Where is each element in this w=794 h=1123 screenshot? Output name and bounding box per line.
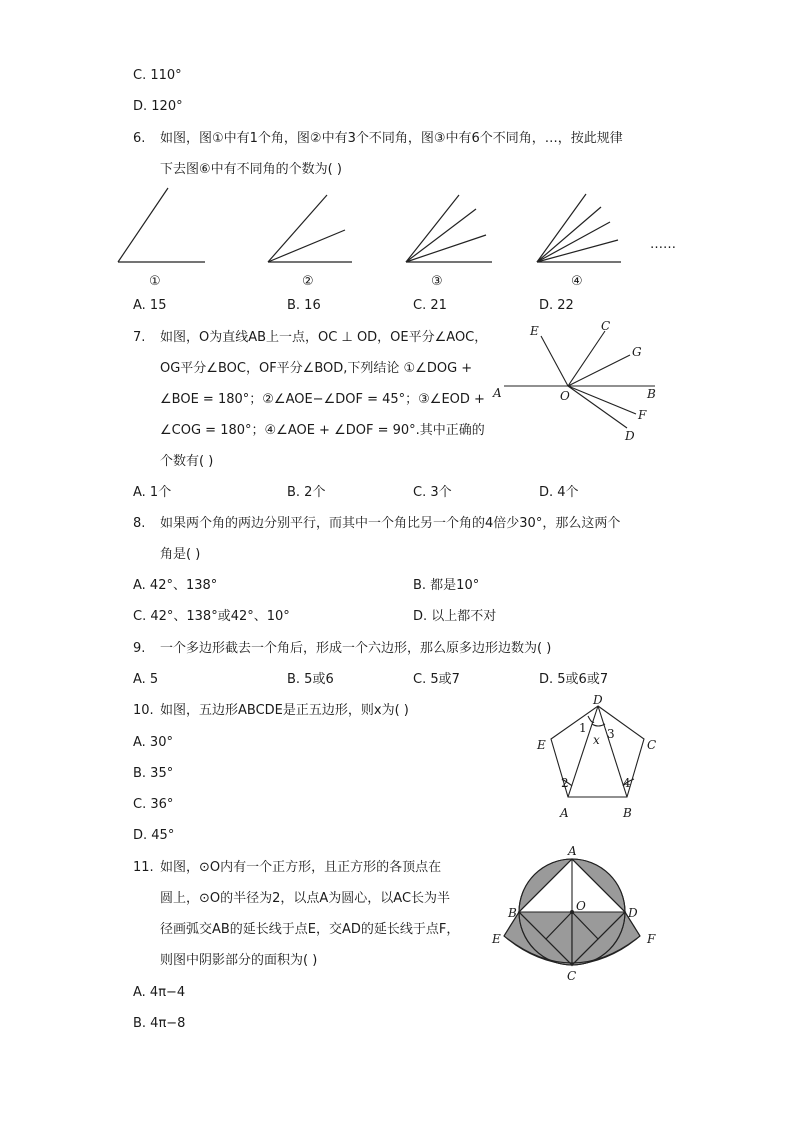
q10-option-a: A. 30°	[133, 735, 173, 750]
q5-option-c: C. 110°	[133, 68, 182, 83]
q7-option-c: C. 3个	[413, 485, 452, 500]
q11-label-d: D	[628, 906, 638, 920]
q8-option-c: C. 42°、138°或42°、10°	[133, 609, 290, 624]
q7-stem-line1: 如图，O为直线AB上一点，OC ⊥ OD，OE平分∠AOC，	[160, 330, 488, 345]
q6-fig3-label: ③	[431, 274, 443, 289]
q6-fig3-ray-c	[406, 235, 486, 262]
q11-number: 11.	[133, 860, 154, 875]
q10-option-d: D. 45°	[133, 828, 175, 843]
q10-number: 10.	[133, 703, 154, 718]
q8-number: 8.	[133, 516, 146, 531]
q7-option-d: D. 4个	[539, 485, 579, 500]
q11-stem-line4: 则图中阴影部分的面积为( )	[160, 953, 318, 968]
q10-diagonal-da	[568, 706, 598, 797]
q10-label-3: 3	[607, 727, 615, 741]
q6-fig1-label: ①	[149, 274, 161, 289]
q6-option-a: A. 15	[133, 298, 167, 313]
q6-fig1-ray	[118, 188, 168, 262]
q6-fig4-label: ④	[571, 274, 583, 289]
q11-label-b: B	[508, 906, 517, 920]
q8-option-a: A. 42°、138°	[133, 578, 218, 593]
q10-stem-line1: 如图，五边形ABCDE是正五边形，则x为( )	[160, 703, 409, 718]
q10-label-d: D	[593, 693, 603, 707]
q10-label-x: x	[593, 733, 600, 747]
q7-ray-oc	[568, 331, 605, 386]
q7-label-c: C	[601, 319, 611, 333]
q6-fig2-ray-top	[268, 195, 327, 262]
q6-option-d: D. 22	[539, 298, 574, 313]
q9-option-c: C. 5或7	[413, 672, 460, 687]
q11-stem-line1: 如图，⊙O内有一个正方形，且正方形的各顶点在	[160, 860, 442, 875]
q7-option-a: A. 1个	[133, 485, 172, 500]
q11-option-b: B. 4π−8	[133, 1016, 186, 1031]
q11-center-point	[570, 910, 574, 914]
q6-fig2-label: ②	[302, 274, 314, 289]
q7-number: 7.	[133, 330, 146, 345]
q6-stem-line1: 如图，图①中有1个角，图②中有3个不同角，图③中有6个不同角，…，按此规律	[160, 131, 623, 146]
q9-stem-line1: 一个多边形截去一个角后，形成一个六边形，那么原多边形边数为( )	[160, 641, 552, 656]
q7-label-b: B	[647, 387, 656, 401]
q11-figure	[490, 845, 670, 985]
q9-option-a: A. 5	[133, 672, 159, 687]
q7-label-d: D	[625, 429, 635, 443]
q7-ray-og	[568, 355, 630, 386]
q7-stem-line2: OG平分∠BOC，OF平分∠BOD,下列结论 ①∠DOG +	[160, 361, 473, 376]
q7-stem-line5: 个数有( )	[160, 454, 214, 469]
q7-stem-line4: ∠COG = 180°；④∠AOE + ∠DOF = 90°.其中正确的	[160, 423, 485, 438]
q10-angle-arc-x	[592, 724, 605, 726]
q10-label-4: 4	[623, 776, 631, 790]
q6-stem-line2: 下去图⑥中有不同角的个数为( )	[160, 162, 342, 177]
q7-ray-oe	[541, 336, 568, 386]
q7-option-b: B. 2个	[287, 485, 326, 500]
q5-option-d: D. 120°	[133, 99, 183, 114]
q10-figure	[530, 694, 680, 824]
q6-fig4-ray-c	[537, 222, 610, 262]
q10-label-a: A	[560, 806, 569, 820]
q10-option-b: B. 35°	[133, 766, 174, 781]
q11-label-f: F	[647, 932, 656, 946]
q6-ellipsis: ……	[650, 237, 676, 252]
q11-stem-line3: 径画弧交AB的延长线于点E，交AD的延长线于点F，	[160, 922, 460, 937]
q10-label-b: B	[623, 806, 632, 820]
q7-label-a: A	[493, 386, 502, 400]
q10-label-c: C	[647, 738, 657, 752]
q7-figure	[490, 318, 690, 448]
q7-label-f: F	[638, 408, 647, 422]
q11-label-e: E	[492, 932, 501, 946]
q6-fig4-ray-a	[537, 194, 586, 262]
q10-option-c: C. 36°	[133, 797, 174, 812]
q11-label-c: C	[567, 969, 577, 983]
q7-label-g: G	[632, 345, 642, 359]
q9-option-d: D. 5或6或7	[539, 672, 609, 687]
q7-stem-line3: ∠BOE = 180°；②∠AOE−∠DOF = 45°；③∠EOD +	[160, 392, 485, 407]
q6-option-c: C. 21	[413, 298, 447, 313]
q7-label-o: O	[560, 389, 570, 403]
q11-stem-line2: 圆上，⊙O的半径为2，以点A为圆心，以AC长为半	[160, 891, 451, 906]
q6-number: 6.	[133, 131, 146, 146]
q11-label-o: O	[576, 899, 586, 913]
q9-option-b: B. 5或6	[287, 672, 334, 687]
q10-label-1: 1	[579, 721, 587, 735]
q7-label-e: E	[530, 324, 539, 338]
q6-fig2-ray-mid	[268, 230, 345, 262]
q11-label-a: A	[568, 844, 577, 858]
q8-option-b: B. 都是10°	[413, 578, 480, 593]
q10-label-e: E	[537, 738, 546, 752]
q11-option-a: A. 4π−4	[133, 985, 186, 1000]
q8-stem-line2: 角是( )	[160, 547, 201, 562]
q10-label-2: 2	[561, 776, 569, 790]
q6-option-b: B. 16	[287, 298, 321, 313]
q9-number: 9.	[133, 641, 146, 656]
q8-option-d: D. 以上都不对	[413, 609, 497, 624]
q8-stem-line1: 如果两个角的两边分别平行，而其中一个角比另一个角的4倍少30°，那么这两个	[160, 516, 621, 531]
